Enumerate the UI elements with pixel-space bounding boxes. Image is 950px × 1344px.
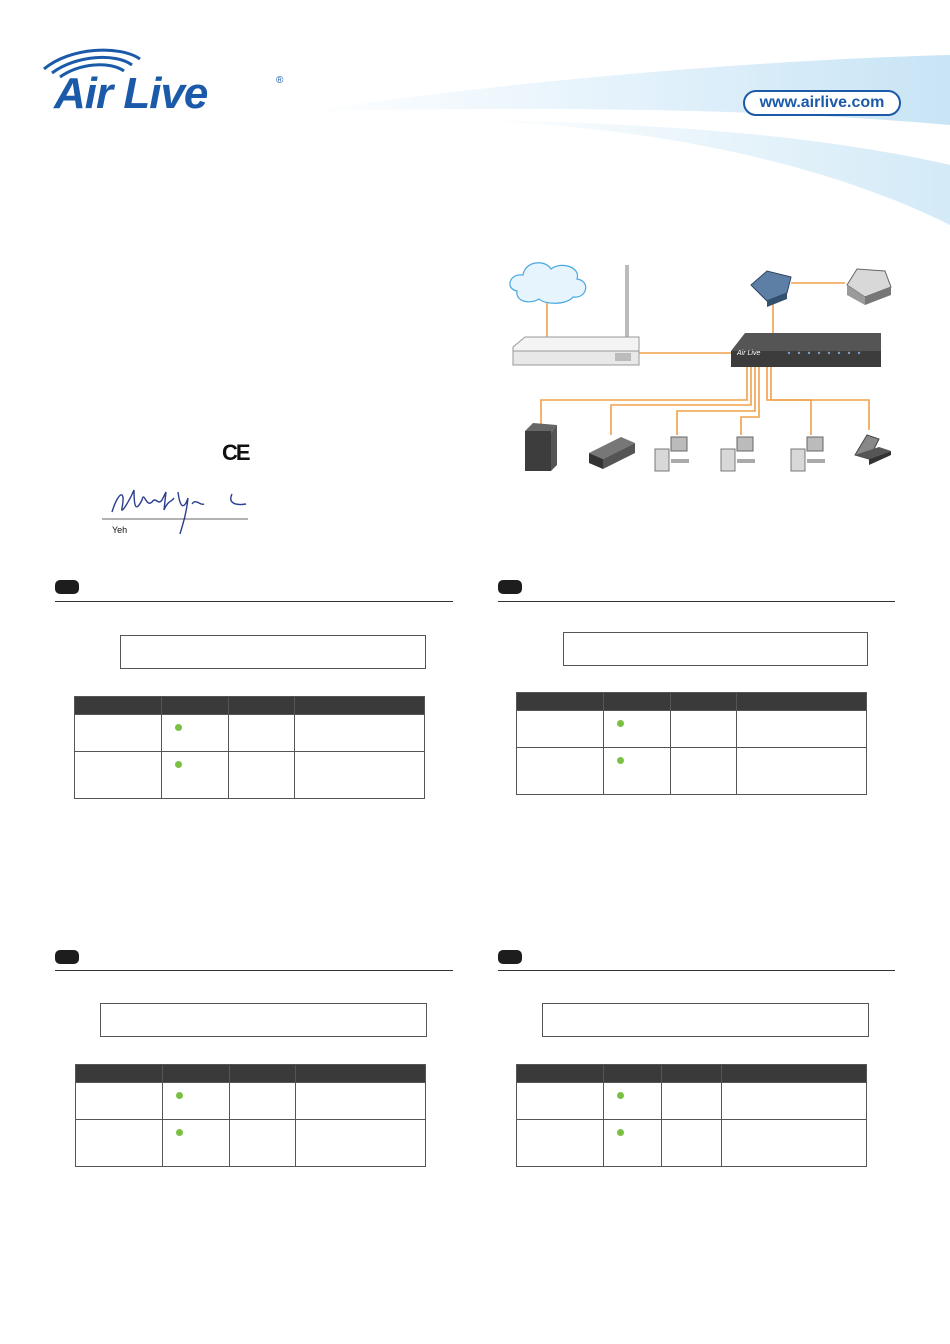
table-row — [75, 715, 425, 752]
airlive-logo — [40, 45, 300, 120]
section-1-number-badge — [55, 580, 79, 594]
section-2-field-box — [563, 632, 868, 666]
printer-icon — [847, 269, 891, 305]
section-3-field-box — [100, 1003, 427, 1037]
ce-mark: CE — [222, 440, 249, 465]
table-row — [517, 711, 867, 748]
print-server-icon — [751, 271, 791, 307]
registered-mark: ® — [276, 75, 284, 86]
logo-wordmark: Air Live — [54, 69, 208, 118]
green-led-icon — [617, 720, 624, 727]
table-row — [517, 748, 867, 795]
table-row — [517, 1120, 867, 1167]
network-diagram — [505, 255, 900, 485]
desktop-pc-icon — [791, 437, 825, 471]
green-led-icon — [175, 724, 182, 731]
green-led-icon — [176, 1129, 183, 1136]
section-1-field-box — [120, 635, 426, 669]
green-led-icon — [176, 1092, 183, 1099]
section-1-led-table — [74, 696, 425, 799]
table-header-row — [517, 693, 867, 711]
section-2-led-table — [516, 692, 867, 795]
section-4-field-box — [542, 1003, 869, 1037]
section-3-number-badge — [55, 950, 79, 964]
green-led-icon — [617, 757, 624, 764]
signatory-name: Yeh — [112, 525, 128, 535]
table-row — [76, 1120, 426, 1167]
green-led-icon — [617, 1129, 624, 1136]
section-4-led-table — [516, 1064, 867, 1167]
section-3-led-table — [75, 1064, 426, 1167]
section-1-rule — [55, 601, 453, 602]
desktop-pc-icon — [655, 437, 689, 471]
section-4-number-badge — [498, 950, 522, 964]
table-header-row — [76, 1065, 426, 1083]
svg-text:Air Live: Air Live — [737, 350, 761, 357]
section-2-rule — [498, 601, 895, 602]
table-header-row — [75, 697, 425, 715]
section-2-number-badge — [498, 580, 522, 594]
table-row — [76, 1083, 426, 1120]
table-row — [75, 752, 425, 799]
green-led-icon — [175, 761, 182, 768]
section-4-rule — [498, 970, 895, 971]
website-url[interactable]: www.airlive.com — [743, 90, 901, 116]
nas-icon — [589, 437, 635, 469]
table-row — [517, 1083, 867, 1120]
section-3-rule — [55, 970, 453, 971]
laptop-icon — [855, 435, 891, 465]
green-led-icon — [617, 1092, 624, 1099]
desktop-pc-icon — [721, 437, 755, 471]
server-icon — [525, 423, 557, 471]
header-swoosh — [0, 0, 950, 240]
airlive-switch-icon — [731, 333, 881, 367]
cloud-icon — [510, 263, 586, 304]
table-header-row — [517, 1065, 867, 1083]
